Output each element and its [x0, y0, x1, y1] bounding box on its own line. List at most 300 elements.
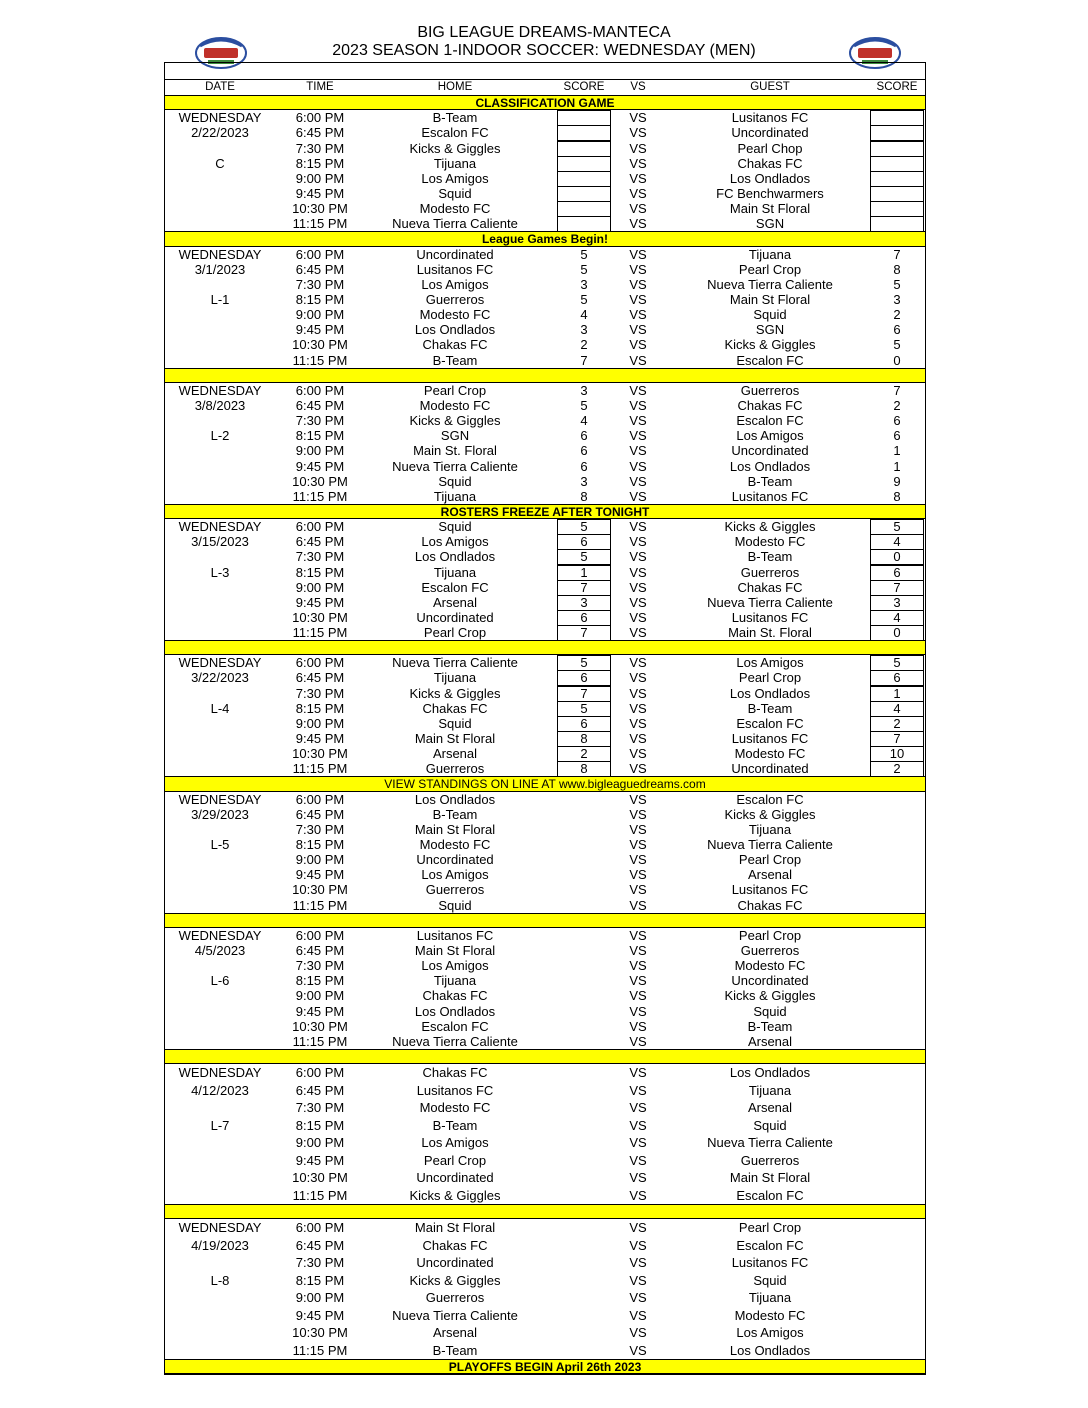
home-team: Uncordinated: [416, 1255, 494, 1271]
guest-team: FC Benchwarmers: [716, 185, 824, 201]
game-time: 7:30 PM: [295, 685, 345, 701]
vs-label: VS: [629, 1255, 647, 1271]
game-row: [165, 1237, 925, 1255]
guest-team: Main St Floral: [729, 1170, 811, 1186]
game-row: [165, 898, 925, 913]
game-time: 8:15 PM: [295, 428, 345, 444]
guest-team: Arsenal: [747, 1100, 793, 1116]
vs-label: VS: [629, 140, 647, 156]
home-score: [557, 1308, 611, 1323]
game-time: 8:15 PM: [295, 155, 345, 171]
home-score: [557, 1065, 611, 1080]
home-team: Escalon FC: [421, 579, 489, 595]
guest-team: Modesto FC: [734, 1307, 806, 1323]
guest-team: Kicks & Giggles: [724, 519, 816, 535]
vs-label: VS: [629, 1117, 647, 1133]
game-date: 3/22/2023: [191, 670, 249, 686]
week-block: [165, 1219, 925, 1359]
guest-score: [870, 1118, 924, 1133]
home-team: Nueva Tierra Caliente: [392, 458, 518, 474]
guest-score: 2: [893, 307, 901, 323]
col-guest-score: SCORE: [876, 81, 918, 93]
home-score: [557, 201, 611, 217]
guest-score: 7: [870, 580, 924, 596]
guest-score: 3: [870, 595, 924, 611]
game-time: 9:45 PM: [295, 1307, 345, 1323]
game-row: [165, 988, 925, 1003]
game-time: 11:15 PM: [292, 625, 348, 641]
guest-team: Arsenal: [747, 1033, 793, 1049]
home-team: Arsenal: [432, 746, 478, 762]
home-score: 7: [580, 352, 588, 368]
game-row: [165, 353, 925, 368]
vs-label: VS: [629, 382, 647, 398]
guest-score: [870, 110, 924, 126]
home-score: 7: [557, 686, 611, 702]
game-time: 9:00 PM: [295, 988, 345, 1004]
game-time: 6:45 PM: [295, 534, 345, 550]
game-row: [165, 1004, 925, 1019]
vs-label: VS: [629, 837, 647, 853]
guest-score: 2: [870, 716, 924, 732]
vs-label: VS: [629, 564, 647, 580]
vs-label: VS: [629, 1272, 647, 1288]
week-code: C: [215, 155, 225, 171]
home-score: 5: [557, 655, 611, 671]
home-team: Chakas FC: [422, 1237, 488, 1253]
vs-label: VS: [629, 731, 647, 747]
game-time: 6:45 PM: [295, 125, 345, 141]
home-team: Escalon FC: [421, 125, 489, 141]
vs-label: VS: [629, 988, 647, 1004]
guest-team: Kicks & Giggles: [724, 806, 816, 822]
vs-label: VS: [629, 337, 647, 353]
guest-score: [870, 1100, 924, 1115]
game-row: [165, 852, 925, 867]
home-team: B-Team: [432, 352, 478, 368]
game-row: [165, 489, 925, 504]
home-score: [557, 943, 611, 958]
guest-team: Escalon FC: [736, 791, 804, 807]
home-team: Squid: [438, 897, 472, 913]
vs-label: VS: [629, 594, 647, 610]
vs-label: VS: [629, 155, 647, 171]
home-team: Kicks & Giggles: [409, 1187, 501, 1203]
game-time: 9:00 PM: [295, 307, 345, 323]
guest-team: Chakas FC: [737, 155, 803, 171]
vs-label: VS: [629, 322, 647, 338]
game-row: [165, 1117, 925, 1135]
home-score: [557, 988, 611, 1003]
home-team: Uncordinated: [416, 609, 494, 625]
home-team: Main St. Floral: [413, 443, 497, 459]
home-team: Los Amigos: [421, 867, 489, 883]
game-time: 6:45 PM: [295, 806, 345, 822]
game-row: [165, 247, 925, 262]
guest-score: 6: [870, 670, 924, 686]
game-row: [165, 1034, 925, 1049]
game-row: [165, 882, 925, 897]
vs-label: VS: [629, 1018, 647, 1034]
game-day: WEDNESDAY: [178, 655, 262, 671]
vs-label: VS: [629, 1237, 647, 1253]
home-score: 5: [580, 397, 588, 413]
guest-team: Main St Floral: [729, 291, 811, 307]
guest-team: B-Team: [747, 700, 793, 716]
vs-label: VS: [629, 185, 647, 201]
home-score: [557, 1135, 611, 1150]
game-row: [165, 443, 925, 458]
guest-score: [870, 1325, 924, 1340]
home-score: [557, 110, 611, 126]
home-team: Pearl Crop: [423, 382, 487, 398]
game-row: [165, 1169, 925, 1187]
game-time: 11:15 PM: [292, 1187, 348, 1203]
game-time: 11:15 PM: [292, 1342, 348, 1358]
home-team: B-Team: [432, 110, 478, 126]
home-team: Los Amigos: [421, 534, 489, 550]
home-score: [557, 867, 611, 882]
week-block: [165, 792, 925, 913]
home-team: Lusitanos FC: [416, 261, 494, 277]
week-code: L-7: [210, 1117, 230, 1133]
vs-label: VS: [629, 1290, 647, 1306]
vs-label: VS: [629, 1065, 647, 1081]
home-score: 6: [580, 443, 588, 459]
guest-score: [870, 1308, 924, 1323]
game-row: [165, 943, 925, 958]
guest-score: 1: [893, 443, 901, 459]
home-score: [557, 1188, 611, 1203]
home-team: Tijuana: [433, 488, 477, 504]
home-score: 3: [580, 276, 588, 292]
game-date: 4/12/2023: [191, 1082, 249, 1098]
home-score: [557, 1118, 611, 1133]
vs-label: VS: [629, 488, 647, 504]
guest-score: [870, 171, 924, 187]
guest-score: [870, 973, 924, 988]
game-time: 10:30 PM: [292, 609, 348, 625]
game-row: [165, 459, 925, 474]
vs-label: VS: [629, 852, 647, 868]
guest-team: Chakas FC: [737, 897, 803, 913]
home-score: [557, 1220, 611, 1235]
vs-label: VS: [629, 1082, 647, 1098]
page-title: BIG LEAGUE DREAMS-MANTECA: [417, 24, 671, 41]
game-day: WEDNESDAY: [178, 927, 262, 943]
vs-label: VS: [629, 973, 647, 989]
home-team: Squid: [438, 473, 472, 489]
home-team: Kicks & Giggles: [409, 140, 501, 156]
game-time: 10:30 PM: [292, 1018, 348, 1034]
game-time: 8:15 PM: [295, 700, 345, 716]
guest-team: Pearl Chop: [737, 140, 803, 156]
game-row: [165, 474, 925, 489]
guest-team: Nueva Tierra Caliente: [707, 837, 833, 853]
home-team: Kicks & Giggles: [409, 1272, 501, 1288]
vs-label: VS: [629, 549, 647, 565]
guest-score: [870, 1343, 924, 1358]
home-team: Main St Floral: [414, 1220, 496, 1236]
home-score: [557, 125, 611, 141]
week-code: L-1: [210, 291, 230, 307]
game-row: [165, 186, 925, 201]
guest-score: 4: [870, 701, 924, 717]
game-row: [165, 701, 925, 716]
game-time: 6:45 PM: [295, 1237, 345, 1253]
home-team: Nueva Tierra Caliente: [392, 216, 518, 232]
home-team: Lusitanos FC: [416, 927, 494, 943]
game-time: 6:45 PM: [295, 670, 345, 686]
guest-team: Nueva Tierra Caliente: [707, 594, 833, 610]
vs-label: VS: [629, 791, 647, 807]
game-time: 9:00 PM: [295, 852, 345, 868]
vs-label: VS: [629, 428, 647, 444]
guest-score: 7: [893, 246, 901, 262]
vs-label: VS: [629, 261, 647, 277]
week-code: L-6: [210, 973, 230, 989]
guest-score: 10: [870, 746, 924, 762]
vs-label: VS: [629, 276, 647, 292]
game-row: [165, 792, 925, 807]
home-score: [557, 1083, 611, 1098]
guest-score: 4: [870, 610, 924, 626]
home-score: [557, 216, 611, 232]
guest-team: Lusitanos FC: [731, 609, 809, 625]
vs-label: VS: [629, 882, 647, 898]
home-team: Chakas FC: [422, 988, 488, 1004]
home-team: Guerreros: [425, 291, 485, 307]
guest-team: Uncordinated: [731, 761, 809, 777]
guest-score: [870, 928, 924, 943]
game-row: [165, 867, 925, 882]
home-score: 5: [580, 261, 588, 277]
vs-label: VS: [629, 216, 647, 232]
guest-team: Kicks & Giggles: [724, 988, 816, 1004]
vs-label: VS: [629, 125, 647, 141]
home-score: [557, 1100, 611, 1115]
guest-score: 8: [893, 488, 901, 504]
week-block: [165, 1064, 925, 1204]
guest-team: Modesto FC: [734, 746, 806, 762]
vs-label: VS: [629, 625, 647, 641]
guest-team: Pearl Crop: [738, 670, 802, 686]
vs-label: VS: [629, 1325, 647, 1341]
home-score: [557, 807, 611, 822]
guest-team: B-Team: [747, 549, 793, 565]
vs-label: VS: [629, 110, 647, 126]
game-time: 11:15 PM: [292, 488, 348, 504]
vs-label: VS: [629, 307, 647, 323]
guest-team: Los Amigos: [736, 1325, 804, 1341]
week-block: [165, 110, 925, 231]
game-row: [165, 156, 925, 171]
week-block: [165, 519, 925, 640]
game-time: 6:45 PM: [295, 1082, 345, 1098]
week-block: [165, 383, 925, 504]
guest-score: [870, 156, 924, 172]
game-row: [165, 1342, 925, 1360]
guest-score: [870, 201, 924, 217]
game-time: 9:45 PM: [295, 185, 345, 201]
guest-team: Lusitanos FC: [731, 731, 809, 747]
game-date: 4/19/2023: [191, 1237, 249, 1253]
game-row: [165, 322, 925, 337]
game-time: 10:30 PM: [292, 201, 348, 217]
home-team: Tijuana: [433, 564, 477, 580]
guest-score: 6: [893, 428, 901, 444]
guest-score: 1: [893, 458, 901, 474]
guest-team: Guerreros: [740, 943, 800, 959]
home-team: Kicks & Giggles: [409, 685, 501, 701]
home-score: 5: [557, 549, 611, 565]
game-row: [165, 216, 925, 231]
guest-team: Escalon FC: [736, 1187, 804, 1203]
home-team: Main St Floral: [414, 731, 496, 747]
game-time: 6:00 PM: [295, 382, 345, 398]
home-team: B-Team: [432, 1342, 478, 1358]
game-day: WEDNESDAY: [178, 519, 262, 535]
week-block: [165, 247, 925, 368]
guest-team: Lusitanos FC: [731, 882, 809, 898]
game-row: [165, 1254, 925, 1272]
game-row: [165, 716, 925, 731]
vs-label: VS: [629, 1342, 647, 1358]
guest-score: [870, 1290, 924, 1305]
guest-team: Tijuana: [748, 246, 792, 262]
guest-score: [870, 1238, 924, 1253]
home-score: 8: [557, 731, 611, 747]
guest-score: 0: [870, 549, 924, 565]
game-day: WEDNESDAY: [178, 791, 262, 807]
home-score: 1: [557, 565, 611, 581]
guest-score: [870, 1135, 924, 1150]
home-team: Modesto FC: [419, 397, 491, 413]
home-score: 5: [580, 291, 588, 307]
guest-score: 7: [893, 382, 901, 398]
guest-score: 9: [893, 473, 901, 489]
home-team: SGN: [440, 428, 470, 444]
home-score: 2: [557, 746, 611, 762]
game-row: [165, 973, 925, 988]
game-date: 2/22/2023: [191, 125, 249, 141]
vs-label: VS: [629, 352, 647, 368]
guest-score: [870, 1065, 924, 1080]
vs-label: VS: [629, 685, 647, 701]
home-score: 6: [557, 716, 611, 732]
home-score: [557, 1170, 611, 1185]
game-time: 6:00 PM: [295, 246, 345, 262]
home-score: [557, 1325, 611, 1340]
game-row: [165, 1219, 925, 1237]
guest-team: Chakas FC: [737, 397, 803, 413]
guest-score: 3: [893, 291, 901, 307]
home-score: 6: [557, 534, 611, 550]
game-row: [165, 958, 925, 973]
vs-label: VS: [629, 761, 647, 777]
game-time: 10:30 PM: [292, 1170, 348, 1186]
home-team: B-Team: [432, 806, 478, 822]
game-time: 8:15 PM: [295, 837, 345, 853]
home-score: [557, 822, 611, 837]
home-team: Tijuana: [433, 973, 477, 989]
home-team: Los Amigos: [421, 170, 489, 186]
vs-label: VS: [629, 579, 647, 595]
guest-team: Los Ondlados: [729, 1065, 811, 1081]
game-row: [165, 277, 925, 292]
guest-team: Main St Floral: [729, 201, 811, 217]
guest-team: Los Ondlados: [729, 1342, 811, 1358]
home-team: Squid: [438, 715, 472, 731]
game-time: 6:00 PM: [295, 1220, 345, 1236]
blank-header-row: [165, 63, 925, 80]
guest-team: Uncordinated: [731, 125, 809, 141]
game-row: [165, 731, 925, 746]
guest-score: [870, 943, 924, 958]
home-score: 5: [557, 519, 611, 535]
vs-label: VS: [629, 291, 647, 307]
week-banner: [165, 640, 925, 655]
guest-team: Los Ondlados: [729, 170, 811, 186]
week-banner: [165, 1049, 925, 1064]
week-banner: CLASSIFICATION GAME: [165, 95, 925, 110]
game-day: WEDNESDAY: [178, 1220, 262, 1236]
guest-team: B-Team: [747, 1018, 793, 1034]
game-date: 3/1/2023: [194, 261, 246, 277]
home-score: 2: [580, 337, 588, 353]
vs-label: VS: [629, 943, 647, 959]
guest-score: 6: [870, 565, 924, 581]
vs-label: VS: [629, 1135, 647, 1151]
home-score: [557, 1004, 611, 1019]
home-score: [557, 1153, 611, 1168]
game-time: 6:45 PM: [295, 397, 345, 413]
guest-score: [870, 882, 924, 897]
home-score: [557, 852, 611, 867]
home-team: Los Ondlados: [414, 791, 496, 807]
home-score: 6: [557, 670, 611, 686]
game-day: WEDNESDAY: [178, 110, 262, 126]
game-time: 6:00 PM: [295, 791, 345, 807]
game-date: 4/5/2023: [194, 943, 246, 959]
guest-team: Tijuana: [748, 821, 792, 837]
home-team: Los Amigos: [421, 276, 489, 292]
game-time: 9:45 PM: [295, 867, 345, 883]
guest-team: Chakas FC: [737, 579, 803, 595]
game-date: 3/8/2023: [194, 397, 246, 413]
guest-team: Squid: [753, 307, 787, 323]
home-score: [557, 837, 611, 852]
game-time: 11:15 PM: [292, 352, 348, 368]
game-day: WEDNESDAY: [178, 246, 262, 262]
vs-label: VS: [629, 897, 647, 913]
guest-score: [870, 1034, 924, 1049]
playoffs-banner: PLAYOFFS BEGIN April 26th 2023: [165, 1359, 925, 1374]
home-team: Squid: [438, 185, 472, 201]
guest-score: [870, 1083, 924, 1098]
guest-score: [870, 822, 924, 837]
guest-score: 2: [893, 397, 901, 413]
game-time: 9:00 PM: [295, 170, 345, 186]
home-score: [557, 1019, 611, 1034]
guest-team: Pearl Crop: [738, 261, 802, 277]
vs-label: VS: [629, 170, 647, 186]
home-team: Nueva Tierra Caliente: [392, 1307, 518, 1323]
home-team: Lusitanos FC: [416, 1082, 494, 1098]
guest-team: Pearl Crop: [738, 852, 802, 868]
game-day: WEDNESDAY: [178, 1065, 262, 1081]
guest-team: Guerreros: [740, 564, 800, 580]
